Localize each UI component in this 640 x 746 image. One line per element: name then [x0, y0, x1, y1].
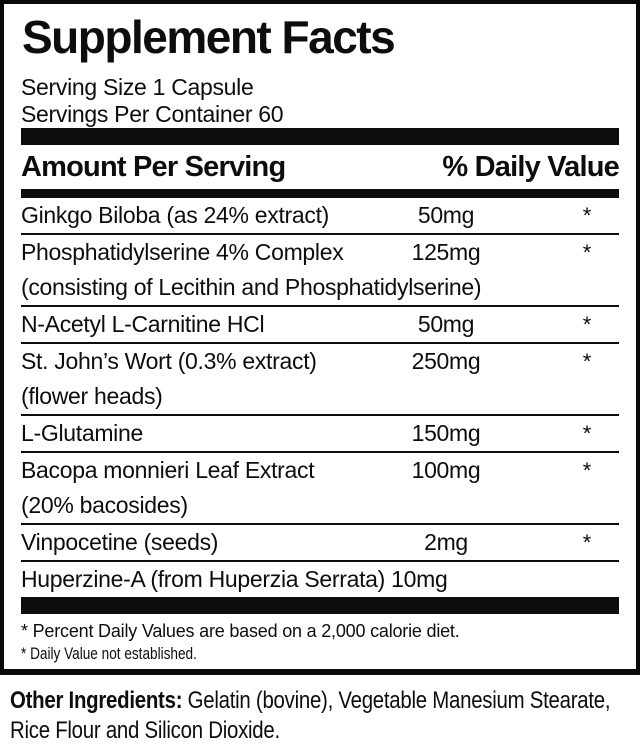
ingredient-amount: 2mg — [424, 529, 468, 555]
ingredient-daily-value: * — [582, 349, 591, 374]
ingredient-daily-value: * — [582, 421, 591, 446]
ingredient-note: (consisting of Lecithin and Phosphatidylserine) — [21, 274, 482, 300]
ingredient-table — [21, 198, 619, 597]
ingredient-daily-value: * — [582, 530, 591, 555]
table-row — [21, 198, 619, 233]
ingredient-daily-value: * — [582, 203, 591, 228]
other-ingredients — [10, 686, 611, 746]
ingredient-name: N-Acetyl L-Carnitine HCl — [21, 311, 265, 337]
ingredient-amount: 100mg — [411, 457, 481, 483]
table-row — [21, 451, 619, 523]
table-row — [21, 414, 619, 451]
ingredient-name: St. John’s Wort (0.3% extract) — [21, 348, 317, 374]
ingredient-note: (20% bacosides) — [21, 492, 188, 518]
ingredient-amount: 50mg — [417, 202, 475, 228]
table-row — [21, 233, 619, 305]
table-row — [21, 305, 619, 342]
other-ingredients-label: Other Ingredients: — [10, 687, 183, 714]
servings-per-container-text: Servings Per Container 60 — [21, 101, 284, 127]
ingredient-daily-value: * — [582, 240, 591, 265]
table-row — [21, 560, 619, 597]
amount-per-serving-header: Amount Per Serving — [21, 150, 286, 183]
ingredient-amount: 150mg — [411, 420, 481, 446]
ingredient-daily-value: * — [582, 458, 591, 483]
footnotes — [21, 614, 619, 669]
ingredient-name: Huperzine-A (from Huperzia Serrata) 10mg — [21, 566, 448, 592]
table-row — [21, 342, 619, 414]
divider-bar-thick-top — [21, 128, 619, 145]
table-header-row — [21, 145, 619, 189]
ingredient-name: Vinpocetine (seeds) — [21, 529, 219, 555]
footnote-not-established: * Daily Value not established. — [21, 644, 197, 663]
ingredient-amount: 125mg — [411, 239, 481, 265]
table-row — [21, 523, 619, 560]
ingredient-name: Phosphatidylserine 4% Complex — [21, 239, 344, 265]
supplement-facts-title: Supplement Facts — [22, 11, 395, 63]
other-ingredients-text: Gelatin (bovine), Vegetable Manesium Stearate, — [187, 687, 611, 714]
ingredient-name: Ginkgo Biloba (as 24% extract) — [21, 202, 330, 228]
serving-info — [21, 74, 619, 128]
divider-bar-thick-bottom — [21, 597, 619, 614]
ingredient-daily-value: * — [582, 312, 591, 337]
other-ingredients-line2: Rice Flour and Silicon Dioxide. — [10, 717, 280, 744]
other-ingredients-line1 — [10, 686, 611, 716]
footnote-daily-values: * Percent Daily Values are based on a 2,000 calorie diet. — [21, 621, 460, 641]
serving-size-text: Serving Size 1 Capsule — [21, 74, 254, 100]
ingredient-name: Bacopa monnieri Leaf Extract — [21, 457, 315, 483]
divider-bar-medium — [21, 189, 619, 198]
ingredient-amount: 250mg — [411, 348, 481, 374]
ingredient-note: (flower heads) — [21, 383, 163, 409]
ingredient-amount: 50mg — [417, 311, 475, 337]
daily-value-header: % Daily Value — [442, 150, 619, 183]
ingredient-name: L-Glutamine — [21, 420, 143, 446]
